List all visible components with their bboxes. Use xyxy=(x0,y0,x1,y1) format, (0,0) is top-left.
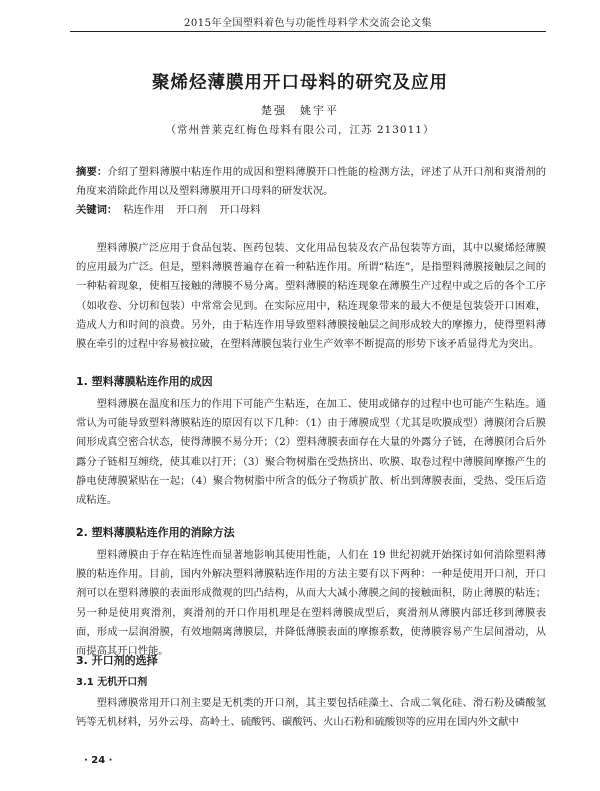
keywords-label: 关键词： xyxy=(76,204,118,216)
header-rule xyxy=(70,31,546,32)
abstract-text: 介绍了塑料薄膜中粘连作用的成因和塑料薄膜开口性能的检测方法，评述了从开口剂和爽滑剂的角度来消除此作用以及塑料薄膜用开口母料的研发状况。 xyxy=(76,166,546,197)
intro-paragraph: 塑料薄膜广泛应用于食品包装、医药包装、文化用品包装及农产品包装等方面，其中以聚烯烃薄膜的应用最为广泛。但是，塑料薄膜普遍存在着一种粘连作用。所谓“粘连”，是指塑料薄膜接触层之间的一种粘着现象，使相互接触的薄膜不易分离。塑料薄膜的粘连现象在薄膜生产过程中或之后的各个工序（如收卷、分切和包装）中常常会见到。在实际应用中，粘连现象带来的最大不便是包装袋开口困难，造成人力和时间的浪费。另外，由于粘连作用导致塑料薄膜接触层之间形成较大的摩擦力，使得塑料薄膜在牵引的过程中容易被拉破，在塑料薄膜包装行业生产效率不断提高的形势下该矛盾显得尤为突出。 xyxy=(76,242,546,351)
article-affiliation: （常州普莱克红梅色母料有限公司，江苏 213011） xyxy=(165,124,435,136)
keyword-item: 开口剂 xyxy=(176,204,208,216)
section-3-1-paragraph: 塑料薄膜常用开口剂主要是无机类的开口剂，其主要包括硅藻土、合成二氧化硅、滑石粉及磷酸氢钙等无机材料，另外云母、高岭土、硫酸钙、碳酸钙、火山石粉和硫酸钡等的应用在国内外文献中 xyxy=(76,697,546,729)
article-authors: 楚强 姚宇平 xyxy=(261,104,339,117)
keywords xyxy=(76,201,546,216)
running-header: 2015年全国塑料着色与功能性母料学术交流会论文集 xyxy=(184,18,432,29)
article-title: 聚烯烃薄膜用开口母料的研究及应用 xyxy=(152,73,448,93)
section-3-heading: 3. 开口剂的选择 xyxy=(76,654,158,667)
keyword-item: 粘连作用 xyxy=(123,204,165,216)
page-number: · 24 · xyxy=(84,755,113,766)
section-2-heading: 2. 塑料薄膜粘连作用的消除方法 xyxy=(76,526,235,539)
abstract-label: 摘要： xyxy=(76,166,108,178)
section-1-paragraph: 塑料薄膜在温度和压力的作用下可能产生粘连，在加工、使用或储存的过程中也可能产生粘连。通常认为可能导致塑料薄膜粘连的原因有以下几种：（1）由于薄膜成型（尤其是吹膜成型）薄膜闭合后膜间形成真空密合状态，使得薄膜不易分开；（2）塑料薄膜表面存在大量的外露分子链，在薄膜闭合后外露分子链相互缠绕，使其难以打开；（3）聚合物树脂在受热挤出、吹膜、取卷过程中薄膜间摩擦产生的静电使薄膜紧贴在一起；（4）聚合物树脂中所含的低分子物质扩散、析出到薄膜表面，受热、受压后造成粘连。 xyxy=(76,398,546,507)
section-1-heading: 1. 塑料薄膜粘连作用的成因 xyxy=(76,375,213,388)
section-3-1-heading: 3.1 无机开口剂 xyxy=(76,677,148,688)
abstract xyxy=(76,163,546,201)
keyword-item: 开口母料 xyxy=(219,204,261,216)
section-2-paragraph: 塑料薄膜由于存在粘连性而显著地影响其使用性能，人们在 19 世纪初就开始探讨如何消除塑料薄膜的粘连作用。目前，国内外解决塑料薄膜粘连作用的方法主要有以下两种：一种是使用开口剂，开口剂可以在塑料薄膜的表面形成微观的凹凸结构，从而大大减小薄膜之间的接触面积，防止薄膜的粘连；另一种是使用爽滑剂，爽滑剂的开口作用机理是在塑料薄膜成型后，爽滑剂从薄膜内部迁移到薄膜表面，形成一层润滑膜，有效地隔离薄膜层，并降低薄膜表面的摩擦系数，使薄膜容易产生层间滑动，从而提高其开口性能。 xyxy=(76,549,546,658)
